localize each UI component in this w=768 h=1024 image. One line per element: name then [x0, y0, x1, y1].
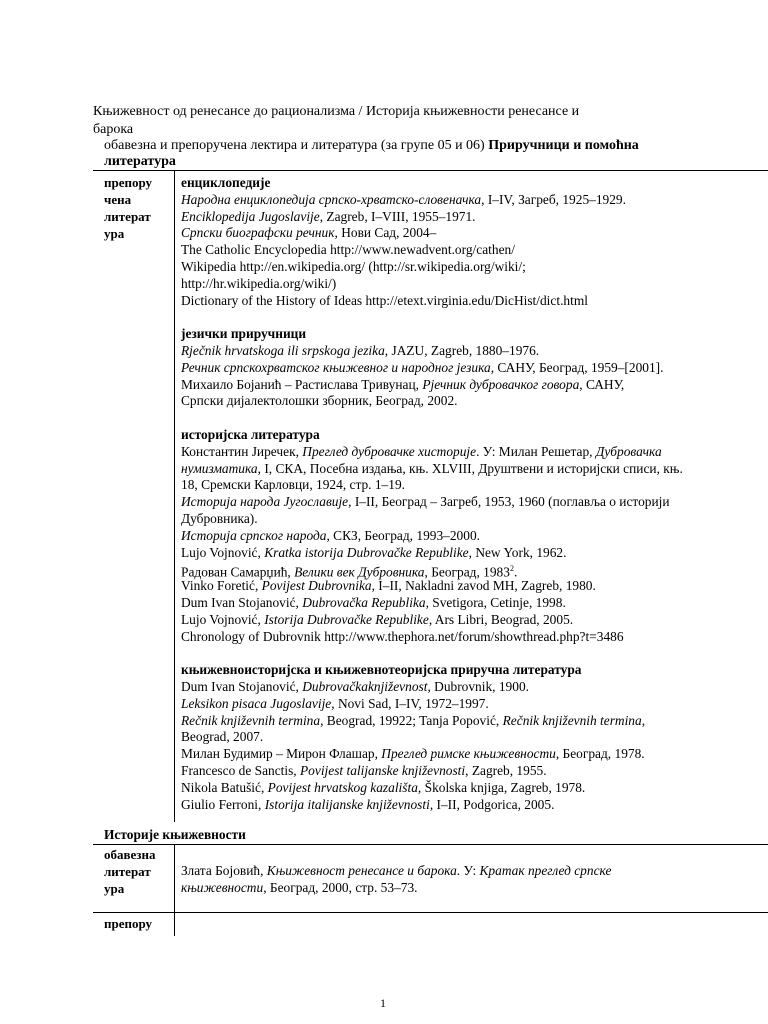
entry-text: , Ars Libri, Beograd, 2005.	[428, 611, 574, 627]
doc-header-line-2: барока	[93, 122, 134, 137]
entry-italic: Dubrovačka Republika	[302, 595, 426, 610]
entry-italic: Преглед римске књижевности	[381, 746, 556, 762]
entry-italic: Povijest hrvatskog kazališta	[267, 779, 418, 795]
entry-italic: Српски биографски речник	[181, 225, 335, 241]
entry-line	[181, 695, 489, 712]
entry-italic: Рјечник дубровачког говора	[422, 376, 580, 392]
entry-text: Francesco de Sanctis,	[181, 763, 300, 778]
entry-line	[181, 779, 585, 796]
entry-text: , СКЗ, Београд, 1993–2000.	[326, 527, 480, 543]
entry-italic: Велики век Дубровника	[294, 564, 425, 580]
table2-entry-line-1	[181, 862, 611, 879]
doc-header-line-4: литература	[104, 154, 176, 169]
entry-superscript: 2	[509, 564, 514, 574]
entry-text: Српски дијалектолошки зборник, Београд, 2002.	[181, 393, 458, 409]
table1-column-divider	[174, 170, 175, 822]
entry-italic: Историја народа Југославије	[181, 494, 349, 510]
entry-line	[181, 292, 588, 309]
entry-italic: Istorija Dubrovačke Republike	[264, 611, 429, 627]
entry-italic: нумизматика	[181, 460, 258, 476]
entry-italic: Istorija italijanske književnosti	[264, 796, 430, 812]
entry-text: 18, Сремски Карловци, 1924, стр. 1–19.	[181, 477, 405, 493]
table1-label-line: ура	[104, 226, 125, 241]
entry-text: Dictionary of the History of Ideas http://etext.virginia.edu/DicHist/dict.html	[181, 292, 588, 308]
entry-line	[181, 460, 683, 477]
table2-column-divider	[174, 844, 175, 936]
table2-row2-label: препору	[104, 916, 153, 931]
entry-italic: Преглед дубровачке хисторије	[302, 443, 477, 459]
entry-italic: Дубровачка	[595, 443, 662, 459]
entry-line	[181, 275, 336, 292]
entry-text: , I, СКА, Посебна издања, књ. XLVIII, Друштвени и историјски списи, књ.	[257, 460, 683, 476]
entry-italic: Речник српскохрватског књижевног и народног језика	[181, 359, 491, 375]
entry-italic: Kratka istorija Dubrovačke Republike	[264, 544, 469, 560]
entry-text: , I–II, Nakladni zavod MH, Zagreb, 1980.	[371, 578, 596, 594]
entry-italic: Povijest Dubrovnika	[261, 578, 372, 594]
entry-text: , Novi Sad, I–IV, 1972–1997.	[331, 695, 489, 711]
entry-text: , Beograd, 19922; Tanja Popović,	[320, 712, 503, 728]
table2-label-line: обавезна	[104, 847, 156, 862]
entry-text: , Svetigora, Cetinje, 1998.	[425, 595, 566, 610]
entry-text: Радован Самарџић,	[181, 564, 295, 580]
table2-row-divider	[93, 912, 768, 913]
entry-text: , Dubrovnik, 1900.	[427, 679, 529, 694]
entry-line	[181, 594, 566, 611]
entry-line	[181, 728, 263, 745]
entry-line	[181, 342, 539, 359]
section-heading: језички приручници	[181, 326, 307, 342]
entry-text: Beograd, 2007.	[181, 729, 264, 745]
entry-text: , Školska knjiga, Zagreb, 1978.	[417, 779, 586, 795]
doc-header-line-3	[104, 138, 639, 154]
doc-header-line-1: Књижевност од ренесансе до рационализма / Историја књижевности ренесансе и	[93, 104, 580, 119]
entry-text: , Београд, 1983	[424, 564, 510, 580]
entry-line	[181, 258, 526, 275]
entry-line	[181, 443, 662, 460]
page-number: 1	[380, 996, 386, 1010]
header-plain-text: обавезна и препоручена лектира и литература (за групе 05 и 06)	[104, 138, 489, 153]
table1-label-line: литерат	[104, 209, 151, 224]
entry-line	[181, 510, 258, 527]
entry-text: .	[513, 564, 518, 580]
entry-line	[181, 527, 480, 544]
entry-text: Vinko Foretić,	[181, 578, 262, 594]
entry-italic: Књижевност ренесансе и барока	[266, 863, 457, 878]
entry-text: . У: Милан Решетар,	[476, 443, 596, 459]
entry-line	[181, 376, 624, 393]
entry-italic: Rječnik hrvatskoga ili srpskoga jezika	[181, 343, 385, 358]
entry-text: Злата Бојовић,	[181, 863, 267, 878]
table2-entry-line-2	[181, 879, 418, 896]
entry-italic: Leksikon pisaca Jugoslavije	[181, 695, 332, 711]
entry-text: , Нови Сад, 2004–	[334, 225, 437, 241]
entry-line	[181, 191, 626, 208]
table1-top-border	[93, 170, 768, 171]
entry-text: The Catholic Encyclopedia http://www.newadvent.org/cathen/	[181, 242, 515, 258]
entry-italic: Povijest talijanske književnosti	[300, 763, 466, 778]
entry-text: Lujo Vojnović,	[181, 611, 265, 627]
entry-line	[181, 712, 645, 729]
header-bold-text: Приручници и помоћна	[488, 138, 639, 153]
entry-text: , New York, 1962.	[468, 544, 567, 560]
entry-italic: Enciklopedija Jugoslavije	[181, 208, 320, 224]
entry-text: Дубровника).	[181, 511, 258, 526]
entry-line	[181, 224, 436, 241]
section-heading: књижевноисторијска и књижевнотеоријска приручна литература	[181, 662, 582, 678]
section-heading: историјска литература	[181, 427, 320, 442]
entry-line	[181, 208, 476, 225]
table1-label-line: препору	[104, 175, 153, 190]
entry-text: Милан Будимир – Мирон Флашар,	[181, 746, 382, 762]
entry-text: Константин Јиречек,	[181, 443, 303, 459]
entry-text: , I–IV, Загреб, 1925–1929.	[481, 191, 626, 207]
entry-text: Михаило Бојанић – Растислава Тривунац,	[181, 376, 423, 392]
entry-line	[181, 544, 566, 561]
entry-line	[181, 745, 645, 762]
entry-line	[181, 241, 515, 258]
entry-italic: Кратак преглед српске	[479, 863, 612, 878]
entry-line	[181, 476, 405, 493]
entry-text: Nikola Batušić,	[181, 779, 268, 795]
entry-text: , Београд, 2000, стр. 53–73.	[263, 880, 418, 895]
entry-line	[181, 392, 458, 409]
entry-text: Lujo Vojnović,	[181, 544, 265, 560]
entry-text: Giulio Ferroni,	[181, 796, 265, 812]
entry-italic: Rečnik književnih termina	[181, 712, 321, 728]
entry-text: , Zagreb, 1955.	[465, 763, 547, 778]
entry-text: Dum Ivan Stojanović,	[181, 595, 303, 610]
entry-text: Wikipedia http://en.wikipedia.org/ (http://sr.wikipedia.org/wiki/;	[181, 259, 526, 274]
entry-text: . У:	[456, 863, 480, 878]
entry-text: , САНУ,	[579, 376, 625, 392]
entry-line	[181, 611, 573, 628]
entry-text: Dum Ivan Stojanović,	[181, 679, 303, 694]
entry-line	[181, 678, 529, 695]
entry-italic: Rečnik književnih termina	[502, 712, 642, 728]
entry-text: ,	[641, 712, 646, 728]
entry-text: , Београд, 1978.	[555, 746, 645, 762]
entry-text: , I–II, Podgorica, 2005.	[429, 796, 555, 812]
entry-text: Chronology of Dubrovnik http://www.thephora.net/forum/showthread.php?t=3486	[181, 628, 624, 644]
entry-line	[181, 762, 547, 779]
entry-italic: Историја српског народа	[181, 527, 327, 543]
table1-label-line: чена	[104, 192, 132, 207]
entry-line	[181, 359, 664, 376]
table2-label-line: литерат	[104, 864, 151, 879]
entry-text: , JAZU, Zagreb, 1880–1976.	[384, 343, 540, 358]
entry-italic: књижевности	[181, 880, 264, 895]
entry-line	[181, 577, 596, 594]
entry-text: , I–II, Београд – Загреб, 1953, 1960 (поглавља о историји	[348, 494, 670, 510]
table2-label-line: ура	[104, 881, 125, 896]
entry-line	[181, 493, 670, 510]
entry-italic: Народна енциклопедија српско-хрватско-словеначка	[181, 191, 482, 207]
table2-top-border	[93, 844, 768, 845]
entry-text: , Zagreb, I–VIII, 1955–1971.	[319, 208, 476, 224]
section-heading: енциклопедије	[181, 175, 271, 190]
entry-text: http://hr.wikipedia.org/wiki/)	[181, 275, 337, 291]
entry-text: , САНУ, Београд, 1959–[2001].	[490, 359, 664, 375]
table2-title: Историје књижевности	[104, 827, 246, 842]
entry-line	[181, 796, 554, 813]
entry-italic: Dubrovačkaknjiževnost	[302, 679, 428, 694]
entry-line	[181, 628, 624, 645]
